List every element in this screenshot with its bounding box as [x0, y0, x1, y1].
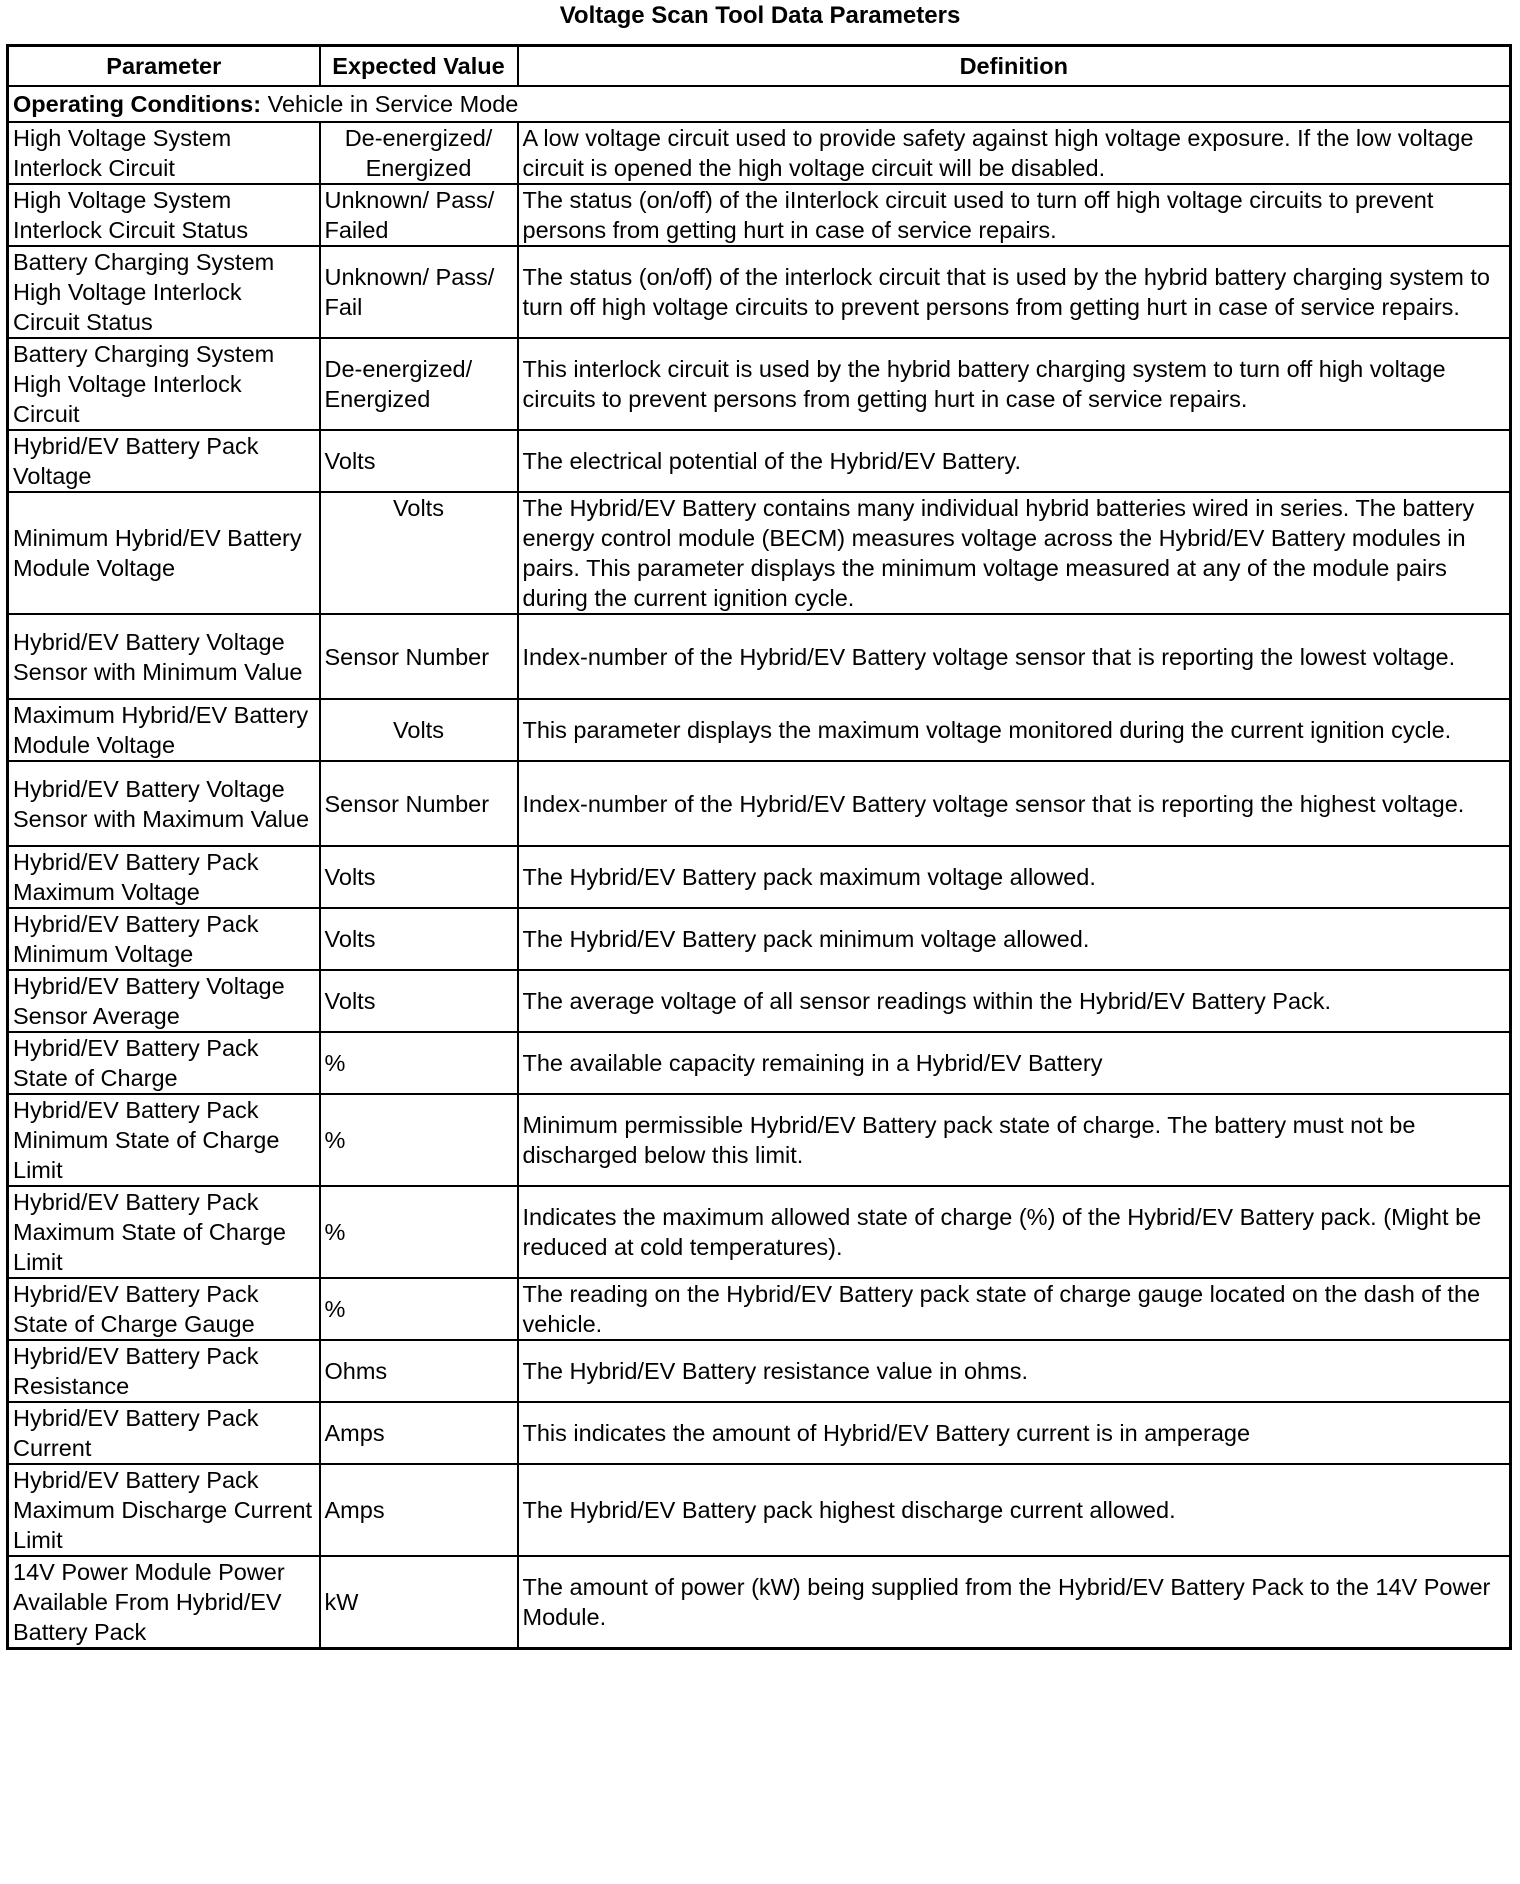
expected-value-cell: Volts [320, 908, 518, 970]
operating-conditions-cell [8, 86, 1511, 122]
expected-value-cell: kW [320, 1556, 518, 1649]
expected-value-cell: Unknown/ Pass/ Fail [320, 246, 518, 338]
parameter-cell: Hybrid/EV Battery Pack Minimum State of Charge Limit [8, 1094, 320, 1186]
parameter-cell: Hybrid/EV Battery Voltage Sensor with Maximum Value [8, 761, 320, 846]
parameter-cell: Hybrid/EV Battery Pack Maximum State of Charge Limit [8, 1186, 320, 1278]
expected-value-cell: % [320, 1032, 518, 1094]
expected-value-cell: Sensor Number [320, 614, 518, 699]
operating-conditions-row [8, 86, 1511, 122]
header-parameter: Parameter [8, 46, 320, 87]
table-row [8, 246, 1511, 338]
definition-cell: The reading on the Hybrid/EV Battery pack state of charge gauge located on the dash of the vehicle. [518, 1278, 1511, 1340]
expected-value-cell: Volts [320, 430, 518, 492]
page-title: Voltage Scan Tool Data Parameters [559, 2, 961, 29]
table-row [8, 908, 1511, 970]
expected-value-cell: Volts [320, 492, 518, 614]
expected-value-cell: Amps [320, 1464, 518, 1556]
parameter-cell: Hybrid/EV Battery Pack Resistance [8, 1340, 320, 1402]
table-row [8, 699, 1511, 761]
expected-value-cell: Amps [320, 1402, 518, 1464]
parameter-cell: Maximum Hybrid/EV Battery Module Voltage [8, 699, 320, 761]
expected-value-cell: Unknown/ Pass/ Failed [320, 184, 518, 246]
definition-cell: The status (on/off) of the iInterlock circuit used to turn off high voltage circuits to prevent persons from getting hurt in case of service repairs. [518, 184, 1511, 246]
parameter-cell: Hybrid/EV Battery Pack Current [8, 1402, 320, 1464]
expected-value-cell: % [320, 1094, 518, 1186]
definition-cell: The Hybrid/EV Battery pack highest discharge current allowed. [518, 1464, 1511, 1556]
definition-cell: The available capacity remaining in a Hybrid/EV Battery [518, 1032, 1511, 1094]
parameter-cell: Minimum Hybrid/EV Battery Module Voltage [8, 492, 320, 614]
definition-cell: This indicates the amount of Hybrid/EV Battery current is in amperage [518, 1402, 1511, 1464]
parameter-cell: Hybrid/EV Battery Pack Maximum Voltage [8, 846, 320, 908]
table-row [8, 122, 1511, 184]
operating-conditions-value: Vehicle in Service Mode [267, 91, 519, 117]
table-row [8, 1556, 1511, 1649]
table-row [8, 970, 1511, 1032]
expected-value-cell: % [320, 1278, 518, 1340]
table-header-row [8, 46, 1511, 87]
table-row [8, 761, 1511, 846]
definition-cell: The average voltage of all sensor readings within the Hybrid/EV Battery Pack. [518, 970, 1511, 1032]
definition-cell: A low voltage circuit used to provide safety against high voltage exposure. If the low voltage circuit is opened the high voltage circuit will be disabled. [518, 122, 1511, 184]
expected-value-cell: De-energized/ Energized [320, 338, 518, 430]
expected-value-cell: Ohms [320, 1340, 518, 1402]
definition-cell: This parameter displays the maximum voltage monitored during the current ignition cycle. [518, 699, 1511, 761]
parameter-cell: Hybrid/EV Battery Pack Voltage [8, 430, 320, 492]
expected-value-cell: Volts [320, 970, 518, 1032]
table-row [8, 846, 1511, 908]
table-row [8, 614, 1511, 699]
definition-cell: Index-number of the Hybrid/EV Battery voltage sensor that is reporting the highest voltage. [518, 761, 1511, 846]
parameter-cell: Hybrid/EV Battery Pack Minimum Voltage [8, 908, 320, 970]
expected-value-cell: De-energized/ Energized [320, 122, 518, 184]
definition-cell: The Hybrid/EV Battery resistance value in ohms. [518, 1340, 1511, 1402]
parameter-cell: Hybrid/EV Battery Voltage Sensor Average [8, 970, 320, 1032]
table-row [8, 1340, 1511, 1402]
table-row [8, 1464, 1511, 1556]
table-row [8, 1278, 1511, 1340]
table-row [8, 1032, 1511, 1094]
definition-cell: The amount of power (kW) being supplied from the Hybrid/EV Battery Pack to the 14V Power Module. [518, 1556, 1511, 1649]
parameter-cell: High Voltage System Interlock Circuit [8, 122, 320, 184]
definition-cell: Index-number of the Hybrid/EV Battery voltage sensor that is reporting the lowest voltage. [518, 614, 1511, 699]
parameter-cell: Hybrid/EV Battery Pack State of Charge [8, 1032, 320, 1094]
table-row [8, 338, 1511, 430]
definition-cell: The Hybrid/EV Battery pack minimum voltage allowed. [518, 908, 1511, 970]
parameter-cell: 14V Power Module Power Available From Hybrid/EV Battery Pack [8, 1556, 320, 1649]
definition-cell: The electrical potential of the Hybrid/EV Battery. [518, 430, 1511, 492]
header-definition: Definition [518, 46, 1511, 87]
definition-cell: The Hybrid/EV Battery pack maximum voltage allowed. [518, 846, 1511, 908]
definition-cell: The status (on/off) of the interlock circuit that is used by the hybrid battery charging system to turn off high voltage circuits to prevent persons from getting hurt in case of service repairs. [518, 246, 1511, 338]
definition-cell: Indicates the maximum allowed state of charge (%) of the Hybrid/EV Battery pack. (Might be reduced at cold temperatures). [518, 1186, 1511, 1278]
definition-cell: This interlock circuit is used by the hybrid battery charging system to turn off high voltage circuits to prevent persons from getting hurt in case of service repairs. [518, 338, 1511, 430]
definition-cell: Minimum permissible Hybrid/EV Battery pack state of charge. The battery must not be discharged below this limit. [518, 1094, 1511, 1186]
parameter-cell: Battery Charging System High Voltage Interlock Circuit Status [8, 246, 320, 338]
expected-value-cell: % [320, 1186, 518, 1278]
table-row [8, 184, 1511, 246]
parameter-cell: Hybrid/EV Battery Voltage Sensor with Minimum Value [8, 614, 320, 699]
parameter-cell: Hybrid/EV Battery Pack Maximum Discharge Current Limit [8, 1464, 320, 1556]
header-expected-value: Expected Value [320, 46, 518, 87]
table-row [8, 1402, 1511, 1464]
parameter-cell: Battery Charging System High Voltage Interlock Circuit [8, 338, 320, 430]
expected-value-cell: Volts [320, 846, 518, 908]
parameter-cell: Hybrid/EV Battery Pack State of Charge Gauge [8, 1278, 320, 1340]
table-row [8, 492, 1511, 614]
expected-value-cell: Volts [320, 699, 518, 761]
parameter-cell: High Voltage System Interlock Circuit Status [8, 184, 320, 246]
table-row [8, 1186, 1511, 1278]
parameters-table [6, 44, 1512, 1650]
table-row [8, 1094, 1511, 1186]
table-row [8, 430, 1511, 492]
definition-cell: The Hybrid/EV Battery contains many individual hybrid batteries wired in series. The battery energy control module (BECM) measures voltage across the Hybrid/EV Battery modules in pairs. This parameter displays the minimum voltage measured at any of the module pairs during the current ignition cycle. [518, 492, 1511, 614]
expected-value-cell: Sensor Number [320, 761, 518, 846]
operating-conditions-label: Operating Conditions: [13, 91, 262, 117]
